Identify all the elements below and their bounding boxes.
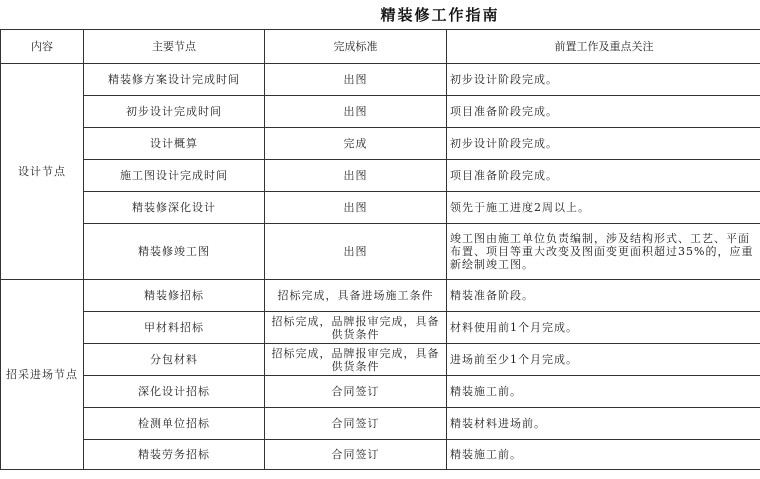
table-row xyxy=(1,440,760,470)
node-cell: 精装修竣工图 xyxy=(84,224,265,280)
node-cell: 施工图设计完成时间 xyxy=(84,160,265,192)
table-row xyxy=(1,96,760,128)
table-row xyxy=(1,224,760,280)
category-cell: 招采进场节点 xyxy=(1,280,84,470)
standard-cell: 合同签订 xyxy=(265,440,447,470)
page-title: 精装修工作指南 xyxy=(380,6,500,24)
standard-cell: 完成 xyxy=(265,128,447,160)
header-prerequisite: 前置工作及重点关注 xyxy=(447,30,760,64)
node-cell: 初步设计完成时间 xyxy=(84,96,265,128)
header-node: 主要节点 xyxy=(84,30,265,64)
table-row xyxy=(1,192,760,224)
table-row xyxy=(1,344,760,376)
node-cell: 精装劳务招标 xyxy=(84,440,265,470)
node-cell: 分包材料 xyxy=(84,344,265,376)
prerequisite-cell: 项目准备阶段完成。 xyxy=(447,96,760,128)
prerequisite-cell: 精装材料进场前。 xyxy=(447,408,760,440)
table-row xyxy=(1,160,760,192)
header-category: 内容 xyxy=(1,30,84,64)
prerequisite-cell: 进场前至少1个月完成。 xyxy=(447,344,760,376)
table-row xyxy=(1,312,760,344)
header-standard: 完成标准 xyxy=(265,30,447,64)
node-cell: 设计概算 xyxy=(84,128,265,160)
table-row xyxy=(1,376,760,408)
prerequisite-cell: 精装准备阶段。 xyxy=(447,280,760,312)
node-cell: 甲材料招标 xyxy=(84,312,265,344)
table-row xyxy=(1,408,760,440)
prerequisite-cell: 精装施工前。 xyxy=(447,376,760,408)
prerequisite-cell: 精装施工前。 xyxy=(447,440,760,470)
table-row xyxy=(1,128,760,160)
prerequisite-cell: 材料使用前1个月完成。 xyxy=(447,312,760,344)
node-cell: 深化设计招标 xyxy=(84,376,265,408)
standard-cell: 合同签订 xyxy=(265,408,447,440)
prerequisite-cell: 初步设计阶段完成。 xyxy=(447,128,760,160)
standard-cell: 合同签订 xyxy=(265,376,447,408)
header-row xyxy=(1,30,760,64)
standard-cell: 招标完成，具备进场施工条件 xyxy=(265,280,447,312)
standard-cell: 出图 xyxy=(265,64,447,96)
standard-cell: 出图 xyxy=(265,192,447,224)
guide-table xyxy=(0,29,760,470)
standard-cell: 招标完成，品牌报审完成，具备供货条件 xyxy=(265,312,447,344)
node-cell: 检测单位招标 xyxy=(84,408,265,440)
standard-cell: 出图 xyxy=(265,96,447,128)
table-row xyxy=(1,64,760,96)
table-row xyxy=(1,280,760,312)
standard-cell: 招标完成，品牌报审完成，具备供货条件 xyxy=(265,344,447,376)
node-cell: 精装修深化设计 xyxy=(84,192,265,224)
category-cell: 设计节点 xyxy=(1,64,84,280)
prerequisite-cell: 初步设计阶段完成。 xyxy=(447,64,760,96)
node-cell: 精装修招标 xyxy=(84,280,265,312)
prerequisite-cell: 竣工图由施工单位负责编制，涉及结构形式、工艺、平面布置、项目等重大改变及图面变更面积超过35%的，应重新绘制竣工图。 xyxy=(447,224,760,280)
standard-cell: 出图 xyxy=(265,160,447,192)
standard-cell: 出图 xyxy=(265,224,447,280)
prerequisite-cell: 项目准备阶段完成。 xyxy=(447,160,760,192)
node-cell: 精装修方案设计完成时间 xyxy=(84,64,265,96)
prerequisite-cell: 领先于施工进度2周以上。 xyxy=(447,192,760,224)
